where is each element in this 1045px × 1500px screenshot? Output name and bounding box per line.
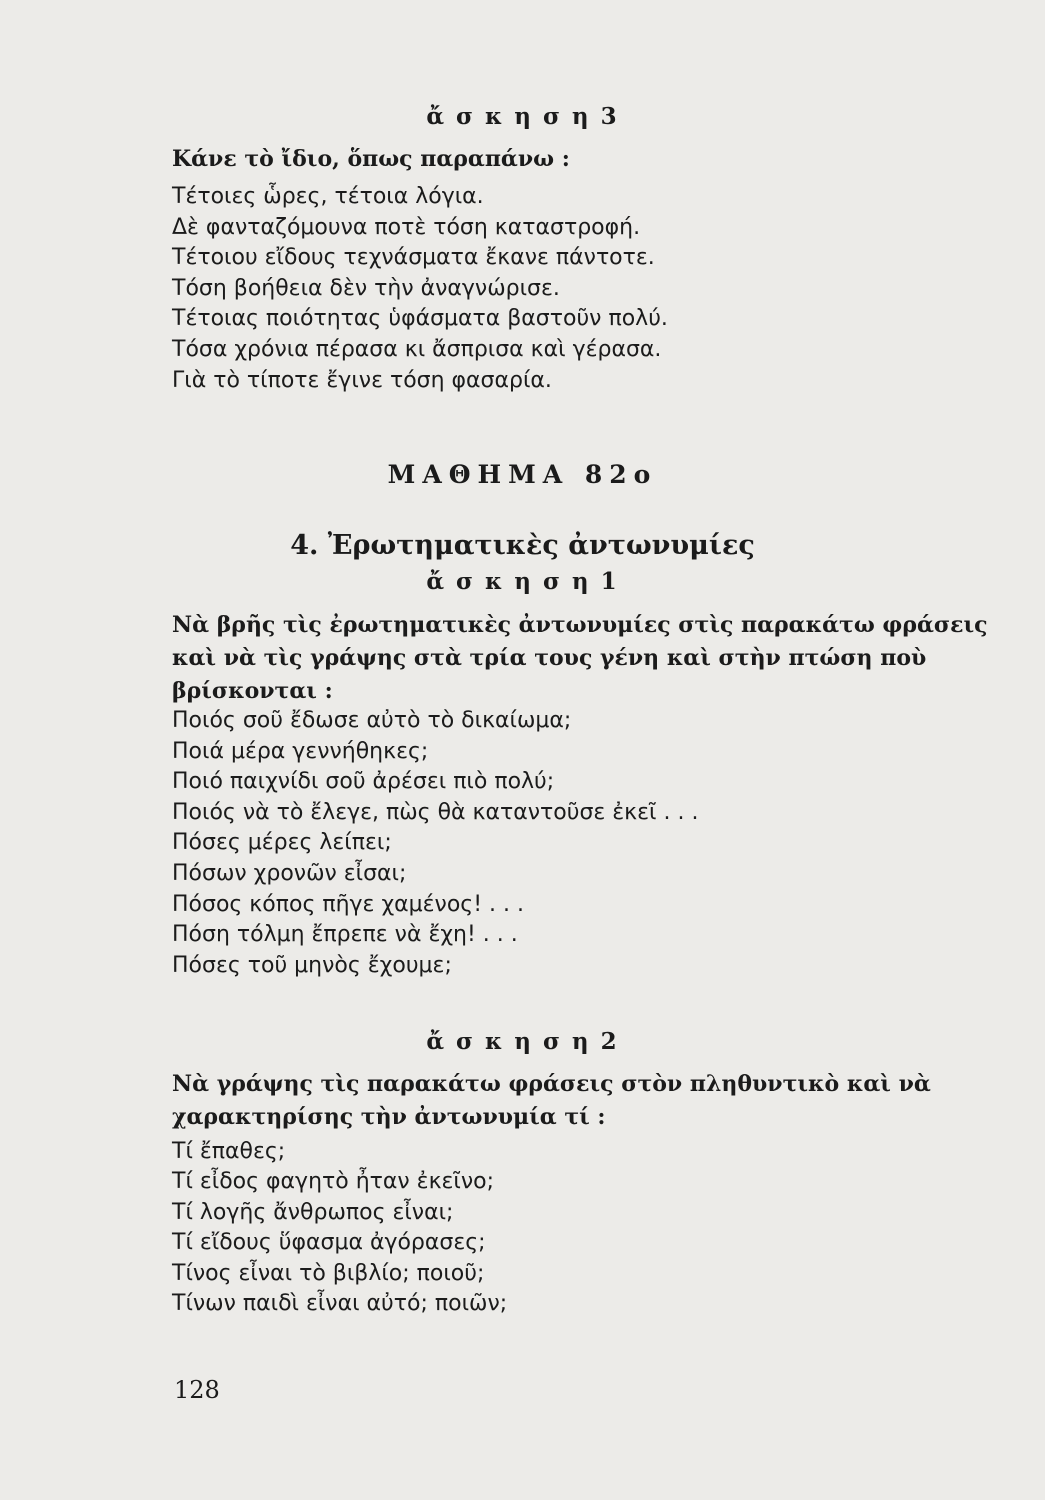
exercise-line: Τίνων παιδὶ εἶναι αὐτό; ποιῶν;	[172, 1290, 508, 1316]
exercise-line: Πόσος κόπος πῆγε χαμένος! . . .	[172, 891, 524, 917]
exercise-line: Ποιά μέρα γεννήθηκες;	[172, 738, 429, 764]
exercise-2-lines	[172, 1137, 992, 1319]
exercise-1-heading: ἄ σ κ η σ η 1	[426, 568, 619, 595]
exercise-line: Δὲ φανταζόμουνα ποτὲ τόση καταστροφή.	[172, 214, 641, 240]
exercise-3-lines	[172, 182, 992, 396]
exercise-line: Τί εἴδους ὕφασμα ἀγόρασες;	[172, 1230, 486, 1256]
exercise-2-heading: ἄ σ κ η σ η 2	[426, 1028, 619, 1055]
lesson-title: ΜΑΘΗΜΑ 82ο	[387, 460, 658, 489]
exercise-line: Τί εἶδος φαγητὸ ἦταν ἐκεῖνο;	[172, 1169, 495, 1195]
exercise-line: Τίνος εἶναι τὸ βιβλίο; ποιοῦ;	[172, 1260, 485, 1286]
exercise-line: Τέτοιες ὧρες, τέτοια λόγια.	[172, 184, 484, 209]
page-number: 128	[174, 1376, 220, 1404]
exercise-2-instruction: Νὰ γράψης τὶς παρακάτω φράσεις στὸν πληθυντικὸ καὶ νὰ χαρακτηρίσης τὴν ἀντωνυμία τί :	[172, 1071, 931, 1130]
exercise-line: Τόση βοήθεια δὲν τὴν ἀναγνώρισε.	[172, 275, 560, 301]
exercise-line: Τέτοιας ποιότητας ὑφάσματα βαστοῦν πολύ.	[172, 306, 668, 332]
exercise-line: Πόσες τοῦ μηνὸς ἔχουμε;	[172, 952, 452, 978]
exercise-1-instruction: Νὰ βρῆς τὶς ἐρωτηματικὲς ἀντωνυμίες στὶς παρακάτω φράσεις καὶ νὰ τὶς γράψης στὰ τρία τους γένη καὶ στὴν πτώση ποὺ βρίσκονται :	[172, 612, 988, 704]
exercise-line: Ποιός νὰ τὸ ἔλεγε, πὼς θὰ καταντοῦσε ἐκεῖ . . .	[172, 799, 699, 825]
exercise-line: Τί λογῆς ἄνθρωπος εἶναι;	[172, 1199, 454, 1225]
exercise-3-instruction: Κάνε τὸ ἴδιο, ὅπως παραπάνω :	[172, 146, 570, 172]
exercise-line: Πόσων χρονῶν εἶσαι;	[172, 860, 407, 886]
section-title: 4. Ἐρωτηματικὲς ἀντωνυμίες	[290, 530, 755, 561]
exercise-line: Ποιό παιχνίδι σοῦ ἀρέσει πιὸ πολύ;	[172, 769, 555, 795]
exercise-line: Τόσα χρόνια πέρασα κι ἄσπρισα καὶ γέρασα.	[172, 336, 662, 362]
exercise-line: Ποιός σοῦ ἔδωσε αὐτὸ τὸ δικαίωμα;	[172, 708, 572, 733]
exercise-line: Γιὰ τὸ τίποτε ἔγινε τόση φασαρία.	[172, 367, 552, 393]
exercise-3-heading: ἄ σ κ η σ η 3	[426, 103, 619, 130]
exercise-line: Πόση τόλμη ἔπρεπε νὰ ἔχη! . . .	[172, 922, 518, 948]
exercise-1-lines	[172, 706, 992, 981]
exercise-line: Τέτοιου εἴδους τεχνάσματα ἔκανε πάντοτε.	[172, 245, 655, 271]
exercise-line: Τί ἔπαθες;	[172, 1139, 286, 1164]
exercise-line: Πόσες μέρες λείπει;	[172, 830, 392, 856]
